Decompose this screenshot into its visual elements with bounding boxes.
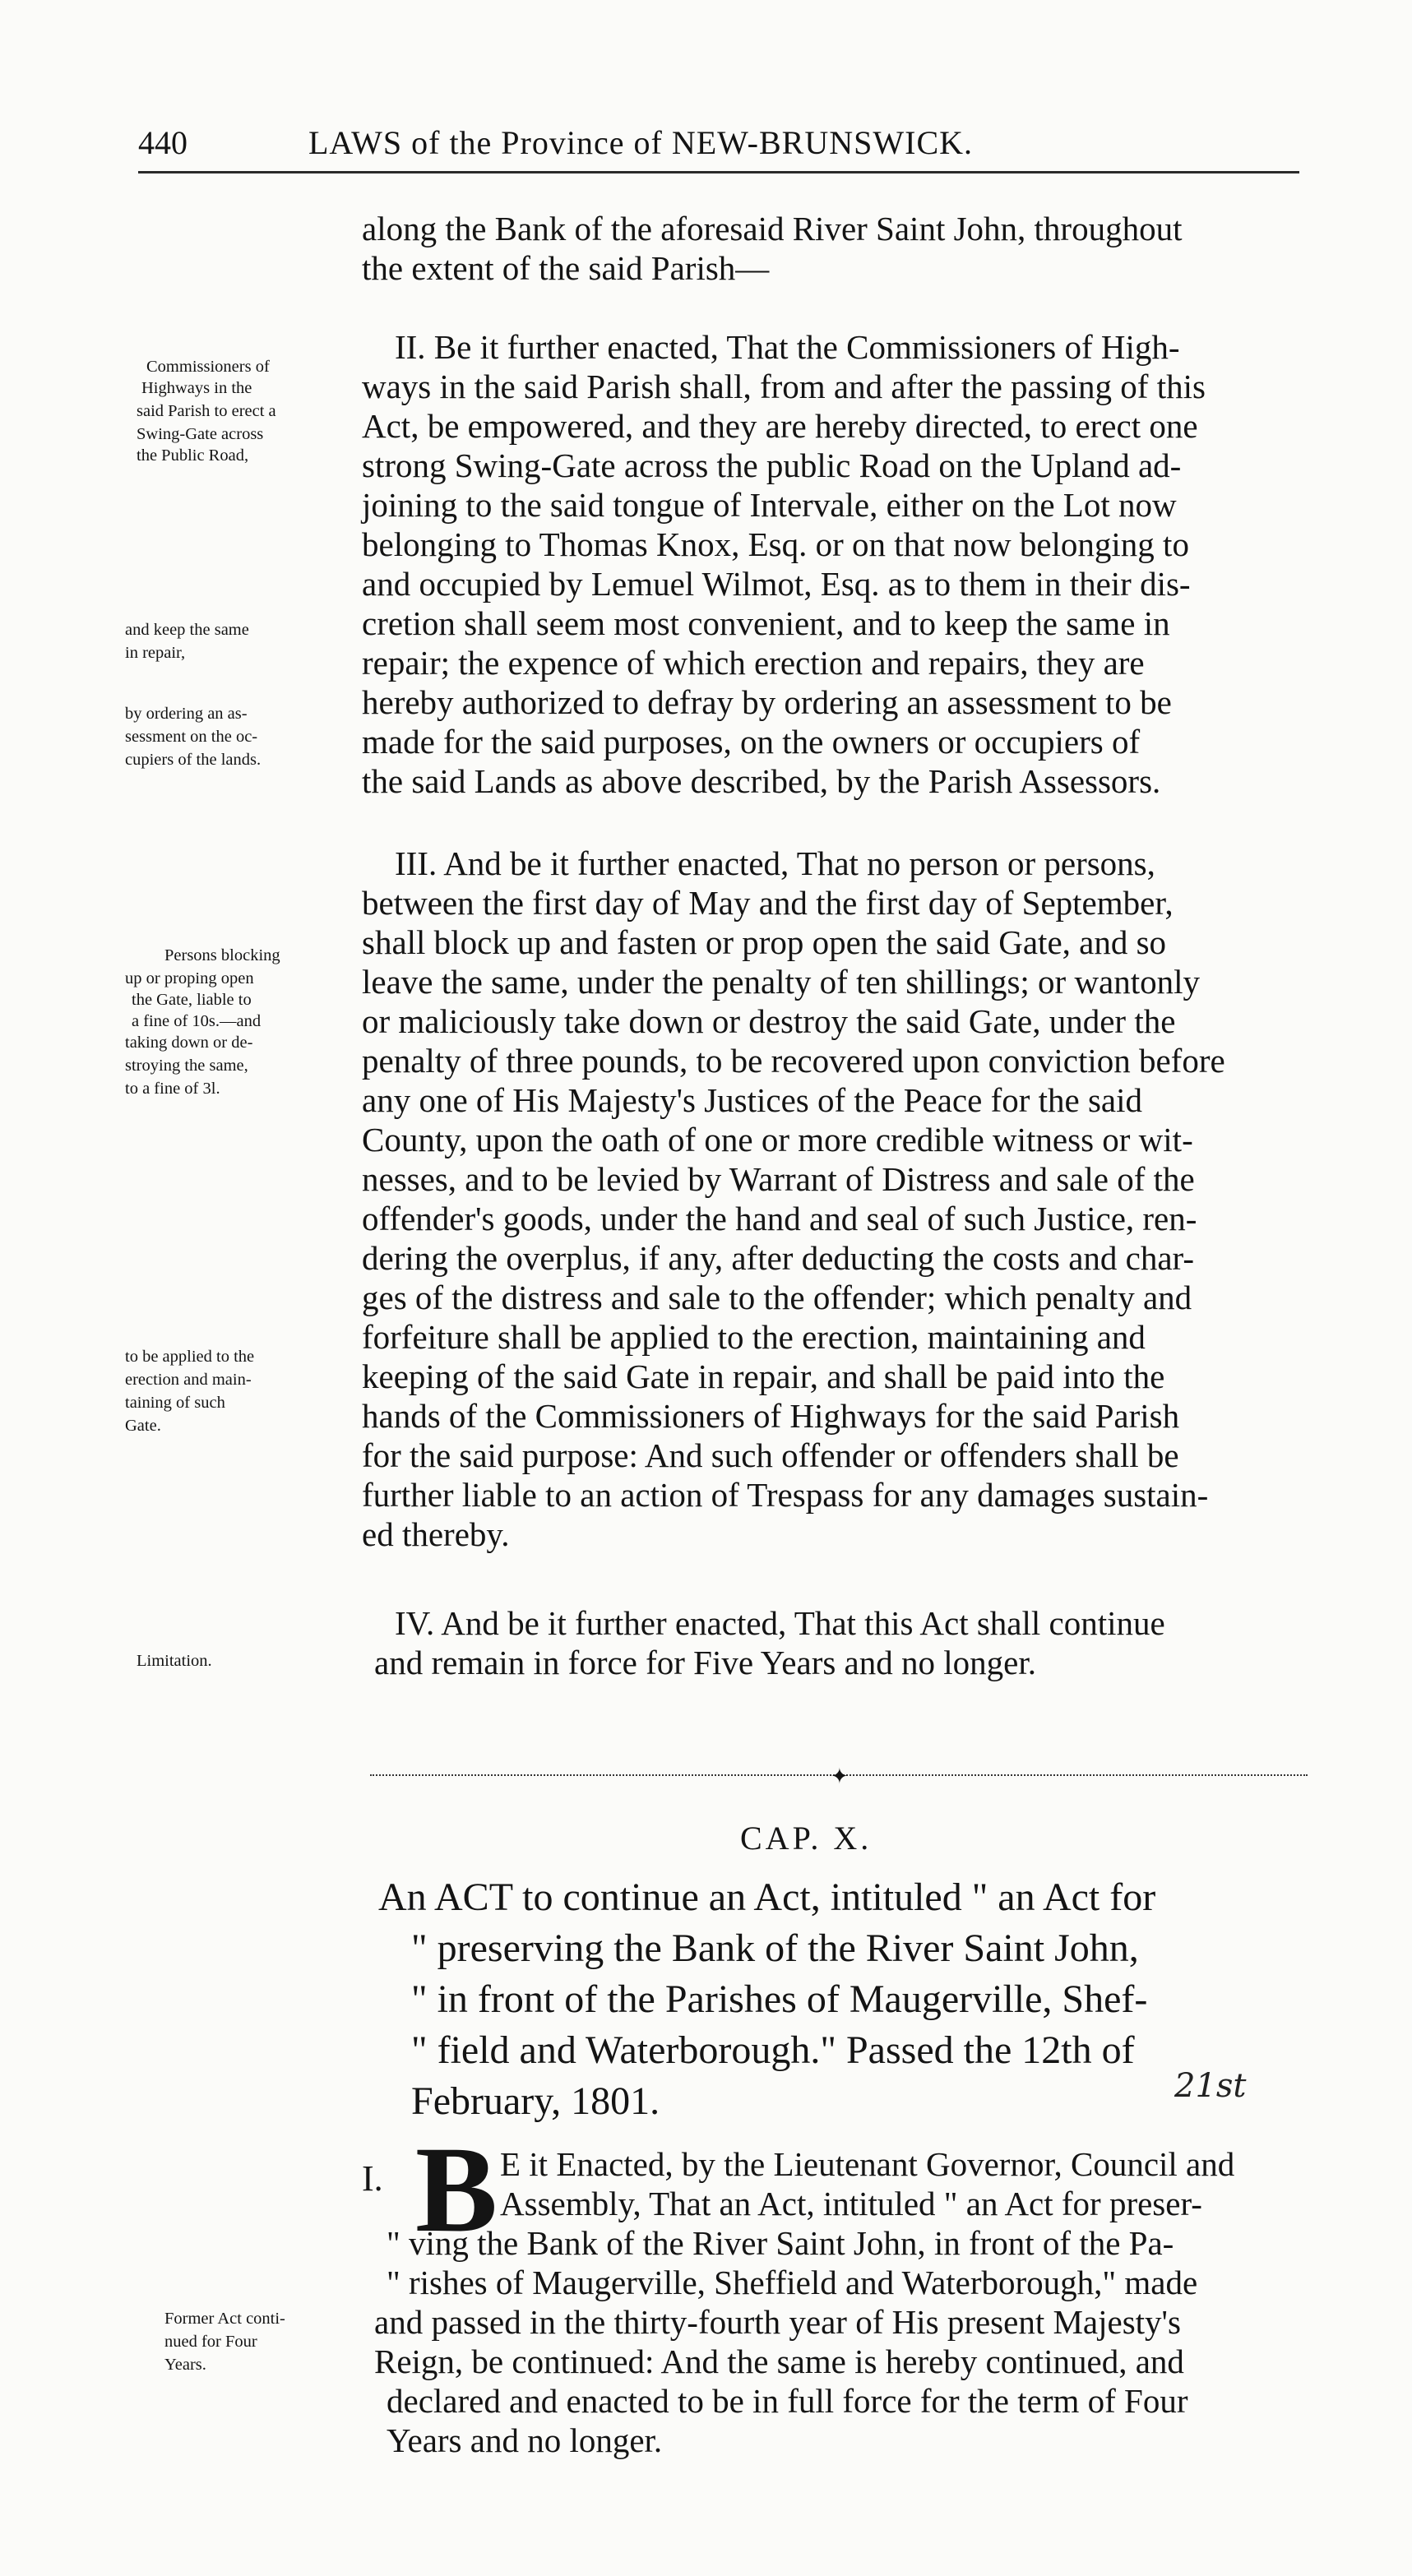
body-line: for the said purpose: And such offender or offenders shall be	[362, 1436, 1179, 1474]
body-line: hands of the Commissioners of Highways for the said Parish	[362, 1397, 1180, 1435]
body-line: nesses, and to be levied by Warrant of Distress and sale of the	[362, 1160, 1195, 1198]
margin-note: Commissioners of	[146, 358, 270, 376]
body-line: keeping of the said Gate in repair, and shall be paid into the	[362, 1357, 1165, 1395]
body-line: and remain in force for Five Years and no longer.	[374, 1644, 1036, 1681]
margin-note: taining of such	[125, 1394, 225, 1412]
body-line: any one of His Majesty's Justices of the Peace for the said	[362, 1081, 1143, 1119]
body-line: further liable to an action of Trespass for any damages sustain-	[362, 1476, 1209, 1514]
body-line: declared and enacted to be in full force for the term of Four	[387, 2382, 1188, 2420]
margin-note: taking down or de-	[125, 1034, 253, 1052]
margin-note: to a fine of 3l.	[125, 1080, 220, 1098]
margin-note: said Parish to erect a	[137, 402, 276, 420]
body-line: strong Swing-Gate across the public Road on the Upland ad-	[362, 446, 1182, 484]
body-line: between the first day of May and the first day of September,	[362, 884, 1174, 922]
margin-note: the Public Road,	[137, 446, 249, 465]
margin-note: Highways in the	[141, 379, 252, 397]
body-line: or maliciously take down or destroy the said Gate, under the	[362, 1002, 1176, 1040]
margin-note: Former Act conti-	[164, 2310, 285, 2328]
running-title: LAWS of the Province of NEW-BRUNSWICK.	[308, 124, 974, 161]
body-line: ways in the said Parish shall, from and after the passing of this	[362, 368, 1206, 405]
body-line: penalty of three pounds, to be recovered upon conviction before	[362, 1042, 1225, 1080]
body-line: and occupied by Lemuel Wilmot, Esq. as to them in their dis-	[362, 565, 1191, 603]
body-line: III. And be it further enacted, That no person or persons,	[395, 844, 1155, 882]
body-line: cretion shall seem most convenient, and to keep the same in	[362, 604, 1170, 642]
margin-note: by ordering an as-	[125, 705, 248, 723]
body-line: " ving the Bank of the River Saint John, in front of the Pa-	[387, 2224, 1174, 2262]
page-number: 440	[138, 124, 187, 161]
body-line: and passed in the thirty-fourth year of His present Majesty's	[374, 2303, 1181, 2341]
body-line: Assembly, That an Act, intituled " an Act for preser-	[500, 2185, 1202, 2222]
body-line: II. Be it further enacted, That the Commissioners of High-	[395, 328, 1180, 366]
body-line: belonging to Thomas Knox, Esq. or on that now belonging to	[362, 525, 1189, 563]
body-line: the said Lands as above described, by the Parish Assessors.	[362, 762, 1161, 800]
body-line: offender's goods, under the hand and seal of such Justice, ren-	[362, 1200, 1197, 1237]
header-rule	[138, 171, 1299, 173]
margin-note: a fine of 10s.—and	[132, 1012, 262, 1030]
body-line: made for the said purposes, on the owners or occupiers of	[362, 723, 1141, 761]
body-line: Act, be empowered, and they are hereby directed, to erect one	[362, 407, 1198, 445]
margin-note: nued for Four	[164, 2333, 257, 2351]
margin-note: sessment on the oc-	[125, 728, 258, 746]
act-title-line: " preserving the Bank of the River Saint John,	[411, 1926, 1139, 1970]
body-line: leave the same, under the penalty of ten shillings; or wantonly	[362, 963, 1201, 1001]
act-title-line: February, 1801.	[411, 2079, 660, 2123]
margin-note: to be applied to the	[125, 1348, 255, 1366]
margin-note: cupiers of the lands.	[125, 751, 262, 769]
margin-note: Swing-Gate across	[137, 425, 264, 443]
body-line: repair; the expence of which erection and repairs, they are	[362, 644, 1145, 682]
margin-note: Gate.	[125, 1417, 161, 1435]
body-line: the extent of the said Parish—	[362, 249, 770, 287]
body-line: IV. And be it further enacted, That this Act shall continue	[395, 1604, 1165, 1642]
body-line: dering the overplus, if any, after deducting the costs and char-	[362, 1239, 1195, 1277]
body-line: shall block up and fasten or prop open the said Gate, and so	[362, 923, 1167, 961]
body-line: E it Enacted, by the Lieutenant Governor, Council and	[500, 2145, 1235, 2183]
margin-note: Limitation.	[137, 1652, 212, 1670]
act-title-line: " field and Waterborough." Passed the 12th of	[411, 2028, 1135, 2072]
margin-note: Persons blocking	[164, 946, 280, 964]
body-line: Reign, be continued: And the same is hereby continued, and	[374, 2342, 1184, 2380]
body-line: hereby authorized to defray by ordering an assessment to be	[362, 683, 1172, 721]
section-numeral: I.	[362, 2158, 383, 2199]
body-line: along the Bank of the aforesaid River Saint John, throughout	[362, 210, 1183, 247]
act-title-line: " in front of the Parishes of Maugerville, Shef-	[411, 1977, 1148, 2021]
margin-note: Years.	[164, 2356, 206, 2374]
body-line: ges of the distress and sale to the offender; which penalty and	[362, 1279, 1192, 1316]
margin-note: in repair,	[125, 644, 186, 662]
margin-note: erection and main-	[125, 1371, 252, 1389]
body-line: County, upon the oath of one or more credible witness or wit-	[362, 1121, 1193, 1159]
margin-note: stroying the same,	[125, 1057, 248, 1075]
chapter-heading: CAP. X.	[740, 1820, 873, 1857]
body-line: Years and no longer.	[387, 2421, 663, 2459]
act-title-line: An ACT to continue an Act, intituled " an Act for	[378, 1875, 1156, 1919]
body-line: forfeiture shall be applied to the erection, maintaining and	[362, 1318, 1146, 1356]
divider-ornament: ✦	[831, 1764, 849, 1788]
drop-cap: B	[415, 2121, 498, 2258]
body-line: ed thereby.	[362, 1515, 510, 1553]
margin-note: the Gate, liable to	[132, 991, 252, 1009]
body-line: joining to the said tongue of Intervale, either on the Lot now	[362, 486, 1177, 524]
handwritten-correction: 21st	[1174, 2067, 1247, 2105]
body-line: " rishes of Maugerville, Sheffield and Waterborough," made	[387, 2264, 1198, 2301]
margin-note: and keep the same	[125, 621, 249, 639]
margin-note: up or proping open	[125, 969, 254, 987]
